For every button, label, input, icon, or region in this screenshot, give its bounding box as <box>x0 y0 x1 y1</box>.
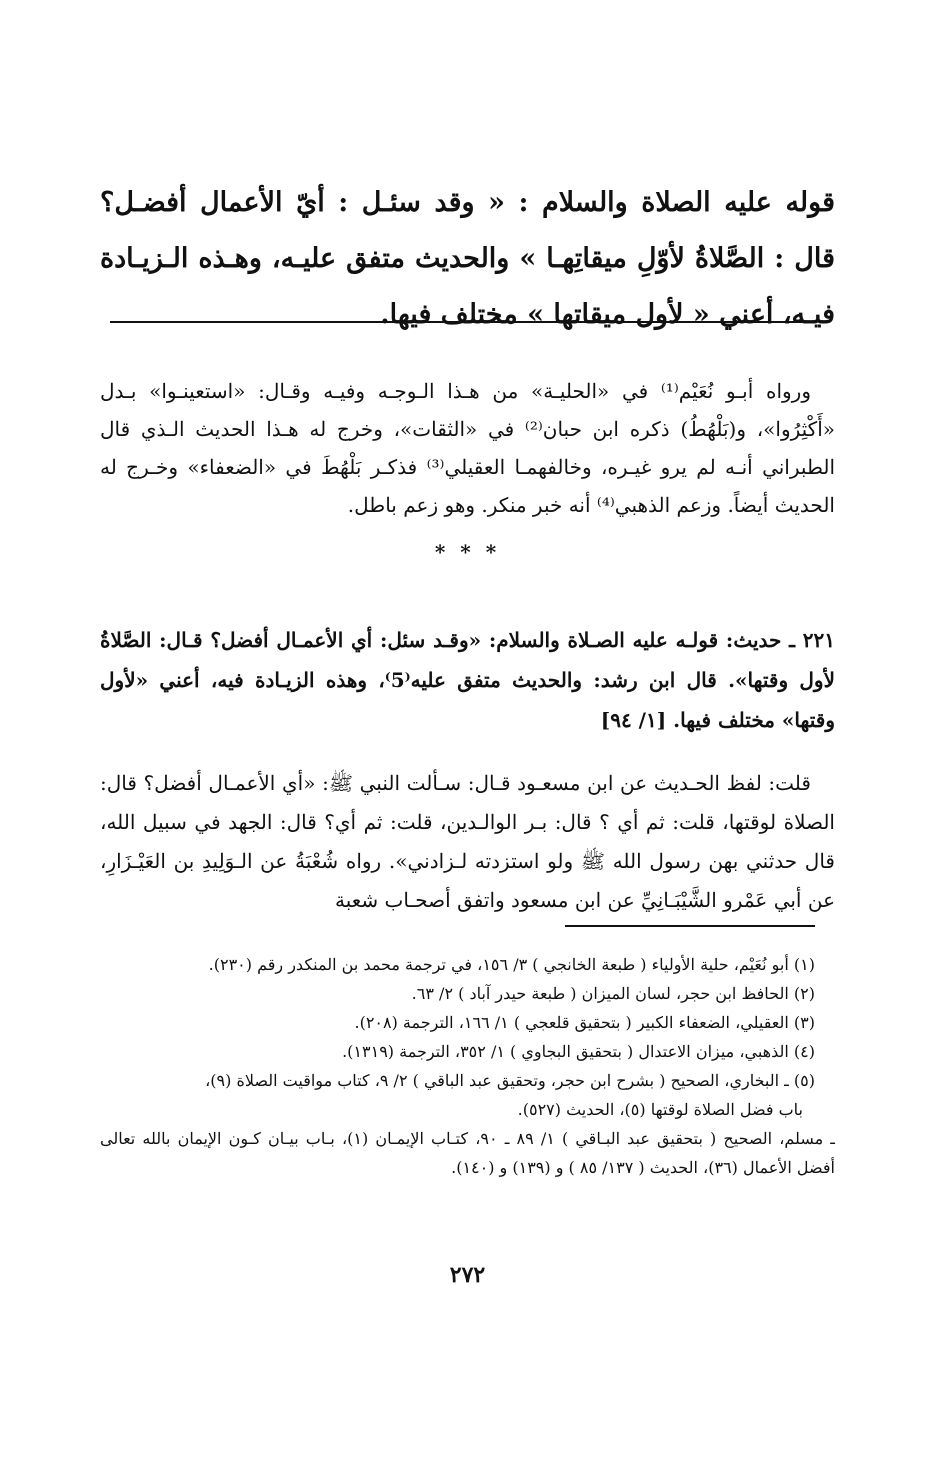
page-number: ٢٧٢ <box>449 1262 486 1288</box>
footnote-3: (٣) العقيلي، الضعفاء الكبير ( بتحقيق قلعجي ) ١/ ١٦٦، الترجمة (٢٠٨). <box>354 1013 815 1032</box>
footnote-2: (٢) الحافظ ابن حجر، لسان الميزان ( طبعة حيدر آباد ) ٢/ ٦٣. <box>411 984 815 1003</box>
commentary-paragraph-2: قلت: لفظ الحـديث عن ابن مسعـود قـال: سـألت النبي ﷺ: «أي الأعمـال أفضل؟ قال: الصلاة لوقتها، قلت: ثم أي ؟ قال: بـر الوالـدين، قلت: ثم أي؟ قال: الجهد في سبيل الله، قال حدثني بهن رسول الله ﷺ ولو استزدته لـزادني». رواه شُعْبَةُ عن الـوَلِيدِ بن العَيْـزَارِ، عن أبي عَمْرو الشَّيْبَـانِيِّ عن ابن مسعود واتفق أصحـاب شعبة <box>100 771 835 912</box>
hadith-heading: ٢٢١ ـ حديث: قولـه عليه الصـلاة والسلام: «وقـد سئل: أي الأعمـال أفضل؟ قـال: الصَّلاةُ لأول وقتها». قال ابن رشد: والحديث متفق عليه⁽5⁾، وهذه الزيـادة فيه، أعني «لأول وقتها» مختلف فيها. [١/ ٩٤] <box>100 628 835 732</box>
footnotes <box>100 950 835 1182</box>
footnote-5-continued: باب فضل الصلاة لوقتها (٥)، الحديث (٥٢٧). <box>517 1100 803 1119</box>
footnote-1: (١) أبو نُعَيْم، حلية الأولياء ( طبعة الخانجي ) ٣/ ١٥٦، في ترجمة محمد بن المنكدر رقم (٢٣٠). <box>208 955 815 974</box>
footnote-4: (٤) الذهبي، ميزان الاعتدال ( بتحقيق البجاوي ) ١/ ٣٥٢، الترجمة (١٣١٩). <box>342 1042 815 1061</box>
quoted-text: قوله عليه الصلاة والسلام : « وقد سئـل : أيّ الأعمال أفضـل؟ قال : الصَّلاةُ لأوّلِ ميقاتِهـا » والحديث متفق عليـه، وهـذه الـزيـادة فيـه، أعني « لأول ميقاتها » مختلف فيها. <box>100 187 835 330</box>
footnote-5-muslim: ـ مسلم، الصحيح ( بتحقيق عبد البـاقي ) ١/ ٨٩ ـ ٩٠، كتـاب الإيمـان (١)، بـاب بيـان كـون الإيمان بالله تعالى أفضل الأعمال (٣٦)، الحديث ( ١٣٧/ ٨٥ ) و (١٣٩) و (١٤٠). <box>100 1129 835 1177</box>
footnote-5: (٥) ـ البخاري، الصحيح ( بشرح ابن حجر، وتحقيق عبد الباقي ) ٢/ ٩، كتاب مواقيت الصلاة (٩)، <box>205 1071 815 1090</box>
footnote-divider <box>565 925 815 927</box>
commentary-paragraph-1: ورواه أبـو نُعَيْم⁽¹⁾ في «الحليـة» من هـذا الـوجـه وفيـه وقـال: «استعينـوا» بـدل «أَكْثِرُوا»، و(بَلْهُطُ) ذكره ابن حبان⁽²⁾ في «الثقات»، وخرج له هـذا الحديث الـذي قال الطبراني أنـه لم يرو غيـره، وخالفهمـا العقيلي⁽³⁾ فذكـر بَلْهُطَ في «الضعفاء» وخـرج له الحديث أيضاً. وزعم الذهبي⁽⁴⁾ أنه خبر منكر. وهو زعم باطل. <box>100 379 835 517</box>
section-separator: * * * <box>434 540 501 564</box>
top-divider <box>110 321 815 323</box>
book-page <box>100 0 835 1462</box>
